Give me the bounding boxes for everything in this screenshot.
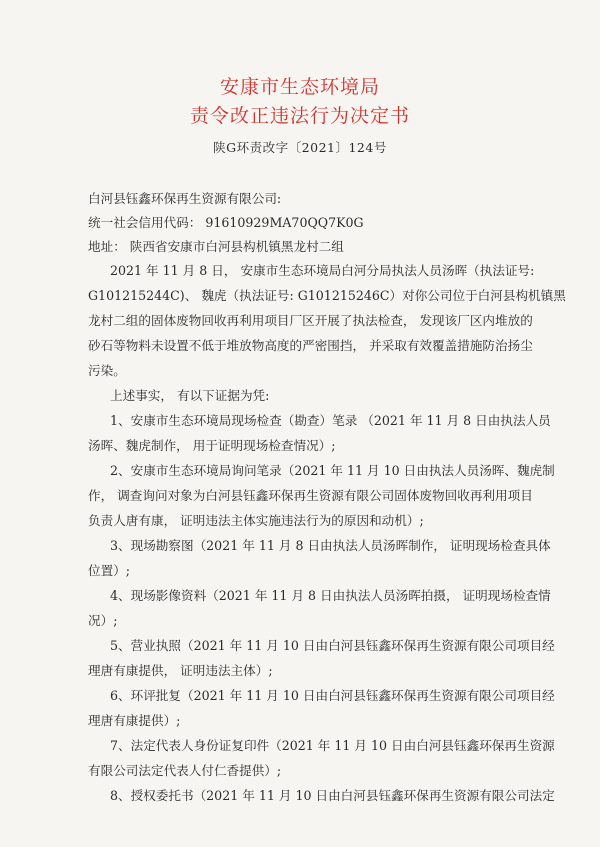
credit-code: 统一社会信用代码： 91610929MA70QQ7K0G	[88, 215, 364, 230]
evidence-item-cont: 作， 调查询问对象为白河县钰鑫环保再生资源有限公司固体废物回收再利用项目	[88, 488, 533, 503]
evidence-item: 8、授权委托书（2021 年 11 月 10 日由白河县钰鑫环保再生资源有限公司法定	[110, 788, 555, 803]
evidence-item-cont: 有限公司法定代表人付仁香提供）;	[88, 763, 282, 778]
evidence-item-cont: 理唐有康提供， 证明违法主体）;	[88, 663, 273, 678]
paragraph-line: G101215244C)、 魏虎（执法证号: G101215246C）对你公司位于白河县构机镇黑	[88, 288, 566, 303]
paragraph-line: 污染。	[88, 363, 126, 378]
evidence-item: 2、安康市生态环境局询问笔录（2021 年 11 月 10 日由执法人员汤晖、魏虎制	[110, 463, 555, 478]
evidence-item: 5、营业执照（2021 年 11 月 10 日由白河县钰鑫环保再生资源有限公司项目经	[110, 638, 555, 653]
document-number: 陕G环责改字〔2021〕124号	[213, 140, 387, 155]
evidence-item-cont: 理唐有康提供）;	[88, 713, 181, 728]
paragraph-line: 砂石等物料未设置不低于堆放物高度的严密围挡， 并采取有效覆盖措施防治扬尘	[88, 338, 533, 353]
evidence-intro: 上述事实， 有以下证据为凭:	[110, 388, 270, 403]
evidence-item-cont: 况）;	[88, 613, 118, 628]
recipient-company: 白河县钰鑫环保再生资源有限公司:	[88, 191, 282, 206]
paragraph-line: 2021 年 11 月 8 日， 安康市生态环境局白河分局执法人员汤晖（执法证号:	[110, 263, 535, 278]
address: 地址： 陕西省安康市白河县构机镇黑龙村二组	[88, 239, 344, 254]
evidence-item: 6、环评批复（2021 年 11 月 10 日由白河县钰鑫环保再生资源有限公司项目经	[110, 688, 555, 703]
agency-title: 安康市生态环境局	[219, 76, 380, 98]
evidence-item: 4、现场影像资料（2021 年 11 月 8 日由执法人员汤晖拍摄， 证明现场检查情	[110, 588, 551, 603]
evidence-item: 7、法定代表人身份证复印件（2021 年 11 月 10 日由白河县钰鑫环保再生资源	[110, 738, 555, 753]
evidence-item: 3、现场勘察图（2021 年 11 月 8 日由执法人员汤晖制作， 证明现场检查具体	[110, 538, 551, 553]
evidence-item: 1、安康市生态环境局现场检查（勘查）笔录 （2021 年 11 月 8 日由执法人员	[110, 413, 551, 428]
evidence-item-cont: 负责人唐有康， 证明违法主体实施违法行为的原因和动机）;	[88, 513, 424, 528]
evidence-item-cont: 位置）;	[88, 563, 131, 578]
document-title: 责令改正违法行为决定书	[189, 105, 410, 127]
paragraph-line: 龙村二组的固体废物回收再利用项目厂区开展了执法检查， 发现该厂区内堆放的	[88, 313, 533, 328]
evidence-item-cont: 汤晖、魏虎制作， 用于证明现场检查情况）;	[88, 438, 336, 453]
